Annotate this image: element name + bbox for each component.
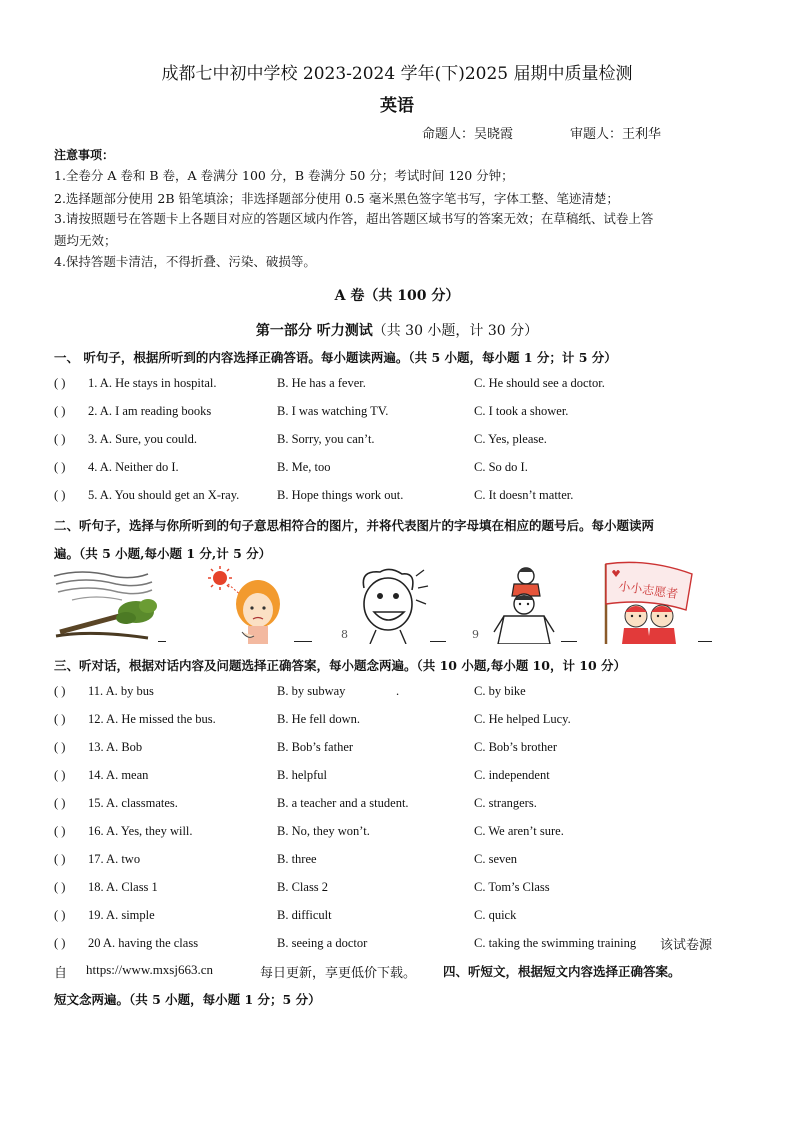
option-c: C. quick [474,908,517,922]
option-b: B. Bob’s father [277,740,354,754]
option-b: B. seeing a doctor [277,936,368,950]
option-b: B. helpful [277,768,327,782]
part1-name: 第一部分 听力测试 [255,323,373,339]
option-c: C. Bob’s brother [474,740,557,754]
option-c: C. by bike [474,684,526,698]
answer-blank[interactable]: ( ) [54,712,66,726]
source-url-link[interactable]: https://www.mxsj663.cn [86,962,213,977]
option-b: B. He has a fever. [277,376,366,390]
option-a: 4. A. Neither do I. [88,460,179,474]
option-b: B. three [277,852,317,866]
stray-dot: . [396,684,400,698]
option-c: C. strangers. [474,796,537,810]
option-b: B. I was watching TV. [277,404,389,418]
option-a: 5. A. You should get an X-ray. [88,488,240,502]
option-c: C. It doesn’t matter. [474,488,574,502]
option-b: B. difficult [277,908,332,922]
option-a: 12. A. He missed the bus. [88,712,216,726]
source-notice-prefix: 自 [54,966,68,981]
option-a: 1. A. He stays in hospital. [88,376,217,390]
q4-instruction: 四、听短文，根据短文内容选择正确答案。 [443,964,681,979]
answer-blank[interactable]: ( ) [54,824,66,838]
answer-blank[interactable]: ( ) [54,488,66,502]
reviewer-label: 审题人：王利华 [570,127,662,142]
volunteer-girls-picture [598,560,698,644]
source-notice-start: 该试卷源 [660,938,713,953]
answer-blank[interactable]: ( ) [54,404,66,418]
option-a: 14. A. mean [88,768,149,782]
q1-instruction: 一、 听句子，根据所听到的内容选择正确答语。每小题读两遍。（共 5 小题，每小题 1 分；计 5 分） [54,350,617,365]
option-c: C. He should see a doctor. [474,376,605,390]
note-item: 2.选择题部分使用 2B 铅笔填涂；非选择题部分使用 0.5 毫米黑色签字笔书写，字体工整、笔迹清楚； [54,191,619,206]
answer-blank[interactable]: ( ) [54,740,66,754]
answer-blank[interactable]: ( ) [54,432,66,446]
answer-line [294,641,312,642]
answer-blank[interactable]: ( ) [54,796,66,810]
picture-number: 8 [341,628,348,641]
author-label: 命题人：吴晓霞 [422,127,514,142]
option-a: 13. A. Bob [88,740,143,754]
option-a: 19. A. simple [88,908,155,922]
q3-instruction: 三、听对话，根据对话内容及问题选择正确答案，每小题念两遍。（共 10 小题,每小题 10，计 10 分） [54,658,627,673]
answer-blank[interactable]: ( ) [54,936,66,950]
notes-heading: 注意事项： [54,148,115,162]
option-b: B. Hope things work out. [277,488,404,502]
option-b: B. He fell down. [277,712,360,726]
answer-blank[interactable]: ( ) [54,376,66,390]
answer-line [698,641,712,642]
picture-number: 9 [472,628,479,641]
subject-title: 英语 [380,96,414,116]
option-a: 18. A. Class 1 [88,880,158,894]
note-item: 题均无效； [54,233,117,248]
option-b: B. Sorry, you can’t. [277,432,375,446]
option-b: B. by subway [277,684,346,698]
source-notice-suffix: 每日更新，享更低价下载。 [260,966,417,981]
wind-blown-tree-picture [52,566,158,644]
option-c: C. So do I. [474,460,528,474]
exam-title: 成都七中初中学校 2023-2024 学年(下)2025 届期中质量检测 [161,64,633,84]
option-c: C. We aren’t sure. [474,824,564,838]
part1-title [0,320,794,340]
option-a: 17. A. two [88,852,141,866]
option-c: C. independent [474,768,550,782]
option-c: C. taking the swimming training [474,936,637,950]
option-b: B. a teacher and a student. [277,796,409,810]
answer-line [158,641,166,642]
q2-instruction: 遍。（共 5 小题,每小题 1 分,计 5 分） [54,546,272,561]
option-b: B. Me, too [277,460,331,474]
note-item: 3.请按照题号在答题卡上各题目对应的答题区域内作答，超出答题区域书写的答案无效；在草稿纸、试卷上答 [54,211,654,226]
note-item: 1.全卷分 A 卷和 B 卷，A 卷满分 100 分，B 卷满分 50 分；考试时间 120 分钟； [54,168,514,183]
option-a: 20 A. having the class [88,936,199,950]
option-a: 16. A. Yes, they will. [88,824,193,838]
option-a: 2. A. I am reading books [88,404,212,418]
option-a: 11. A. by bus [88,684,154,698]
option-b: B. No, they won’t. [277,824,370,838]
answer-blank[interactable]: ( ) [54,908,66,922]
father-and-child-picture [490,566,560,644]
option-a: 15. A. classmates. [88,796,178,810]
part1-detail: （共 30 小题，计 30 分） [372,323,539,339]
section-a-title: A 卷（共 100 分） [334,288,460,304]
flag-text: 小小志愿者 [617,579,679,602]
answer-blank[interactable]: ( ) [54,684,66,698]
option-b: B. Class 2 [277,880,329,894]
answer-blank[interactable]: ( ) [54,880,66,894]
answer-line [561,641,577,642]
q4-instruction-cont: 短文念两遍。（共 5 小题，每小题 1 分；5 分） [54,992,321,1007]
option-c: C. I took a shower. [474,404,569,418]
answer-line [430,641,446,642]
excited-boy-picture [350,566,430,644]
option-c: C. Yes, please. [474,432,547,446]
sunburnt-girl-picture [204,566,294,644]
option-c: C. seven [474,852,518,866]
answer-blank[interactable]: ( ) [54,852,66,866]
note-item: 4.保持答题卡清洁，不得折叠、污染、破损等。 [54,254,316,269]
answer-blank[interactable]: ( ) [54,768,66,782]
option-c: C. Tom’s Class [474,880,550,894]
q2-instruction: 二、听句子，选择与你所听到的句子意思相符合的图片，并将代表图片的字母填在相应的题号后。每小题读两 [54,518,655,533]
option-a: 3. A. Sure, you could. [88,432,198,446]
option-c: C. He helped Lucy. [474,712,571,726]
answer-blank[interactable]: ( ) [54,460,66,474]
